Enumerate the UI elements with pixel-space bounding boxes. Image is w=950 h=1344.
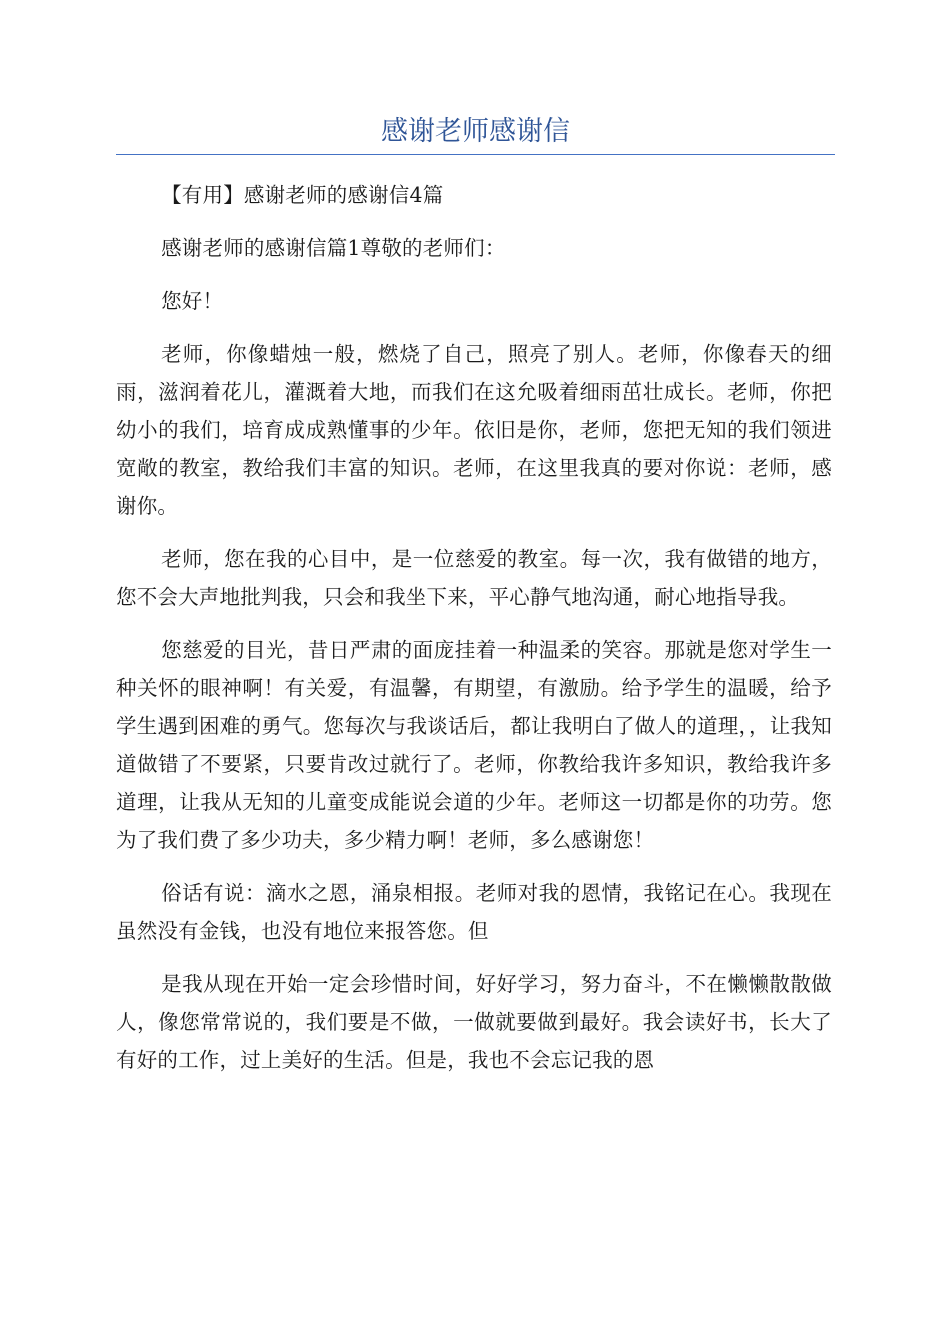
title-underline [116,154,835,155]
paragraph-heading: 感谢老师的感谢信篇1尊敬的老师们： [161,236,506,260]
paragraph: 是我从现在开始一定会珍惜时间，好好学习，努力奋斗，不在懒懒散散做人，像您常常说的，我们要是不做，一做就要做到最好。我会读好书，长大了有好的工作，过上美好的生活。但是，我也不会忘记我的恩 [116,972,832,1072]
paragraph: 老师，你像蜡烛一般，燃烧了自己，照亮了别人。老师，你像春天的细雨，滋润着花儿，灌溉着大地，而我们在这允吸着细雨茁壮成长。老师，你把幼小的我们，培育成成熟懂事的少年。依旧是你，老师，您把无知的我们领进宽敞的教室，教给我们丰富的知识。老师，在这里我真的要对你说：老师，感谢你。 [116,342,832,518]
document-body [116,176,832,1094]
paragraph: 您慈爱的目光，昔日严肃的面庞挂着一种温柔的笑容。那就是您对学生一种关怀的眼神啊！有关爱，有温馨，有期望，有激励。给予学生的温暖，给予学生遇到困难的勇气。您每次与我谈话后，都让我明白了做人的道理，，让我知道做错了不要紧，只要肯改过就行了。老师，你教给我许多知识，教给我许多道理，让我从无知的儿童变成能说会道的少年。老师这一切都是你的功劳。您为了我们费了多少功夫，多少精力啊！老师，多么感谢您！ [116,638,832,852]
paragraph: 俗话有说：滴水之恩，涌泉相报。老师对我的恩情，我铭记在心。我现在虽然没有金钱，也没有地位来报答您。但 [116,881,832,943]
document-title: 感谢老师感谢信 [381,116,570,147]
paragraph-greeting: 您好！ [161,289,224,313]
paragraph-subtitle: 【有用】感谢老师的感谢信4篇 [161,183,444,207]
paragraph: 老师，您在我的心目中，是一位慈爱的教室。每一次，我有做错的地方，您不会大声地批判我，只会和我坐下来，平心静气地沟通，耐心地指导我。 [116,547,832,609]
